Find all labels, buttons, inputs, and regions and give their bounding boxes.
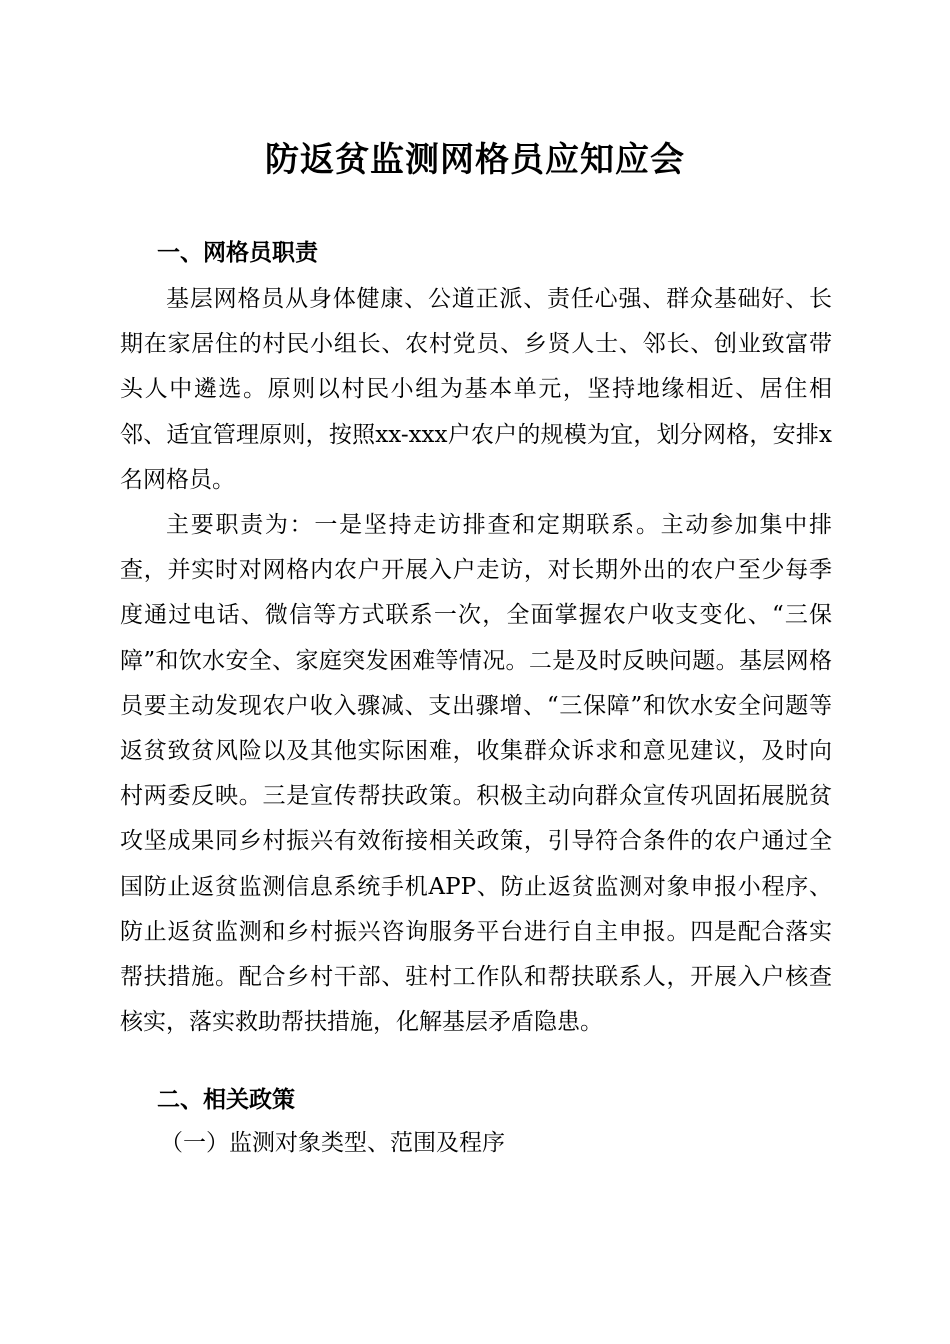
subsection-heading-monitoring: （一）监测对象类型、范围及程序: [160, 1130, 505, 1156]
section-heading-duties: 一、网格员职责: [157, 240, 318, 266]
paragraph-selection: 基层网格员从身体健康、公道正派、责任心强、群众基础好、长期在家居住的村民小组长、农村党员、乡贤人士、邻长、创业致富带头人中遴选。原则以村民小组为基本单元，坚持地缘相近、居住相邻、适宜管理原则，按照xx-xxx户农户的规模为宜，划分网格，安排x名网格员。: [120, 286, 832, 493]
document-title: 防返贫监测网格员应知应会: [265, 140, 685, 180]
section-heading-policies: 二、相关政策: [157, 1087, 295, 1113]
paragraph-main-duties: 主要职责为：一是坚持走访排查和定期联系。主动参加集中排查，并实时对网格内农户开展入户走访，对长期外出的农户至少每季度通过电话、微信等方式联系一次，全面掌握农户收支变化、“三保障”和饮水安全、家庭突发困难等情况。二是及时反映问题。基层网格员要主动发现农户收入骤减、支出骤增、“三保障”和饮水安全问题等返贫致贫风险以及其他实际困难，收集群众诉求和意见建议，及时向村两委反映。三是宣传帮扶政策。积极主动向群众宣传巩固拓展脱贫攻坚成果同乡村振兴有效衔接相关政策，引导符合条件的农户通过全国防止返贫监测信息系统手机APP、防止返贫监测对象申报小程序、防止返贫监测和乡村振兴咨询服务平台进行自主申报。四是配合落实帮扶措施。配合乡村干部、驻村工作队和帮扶联系人，开展入户核查核实，落实救助帮扶措施，化解基层矛盾隐患。: [120, 512, 832, 1036]
